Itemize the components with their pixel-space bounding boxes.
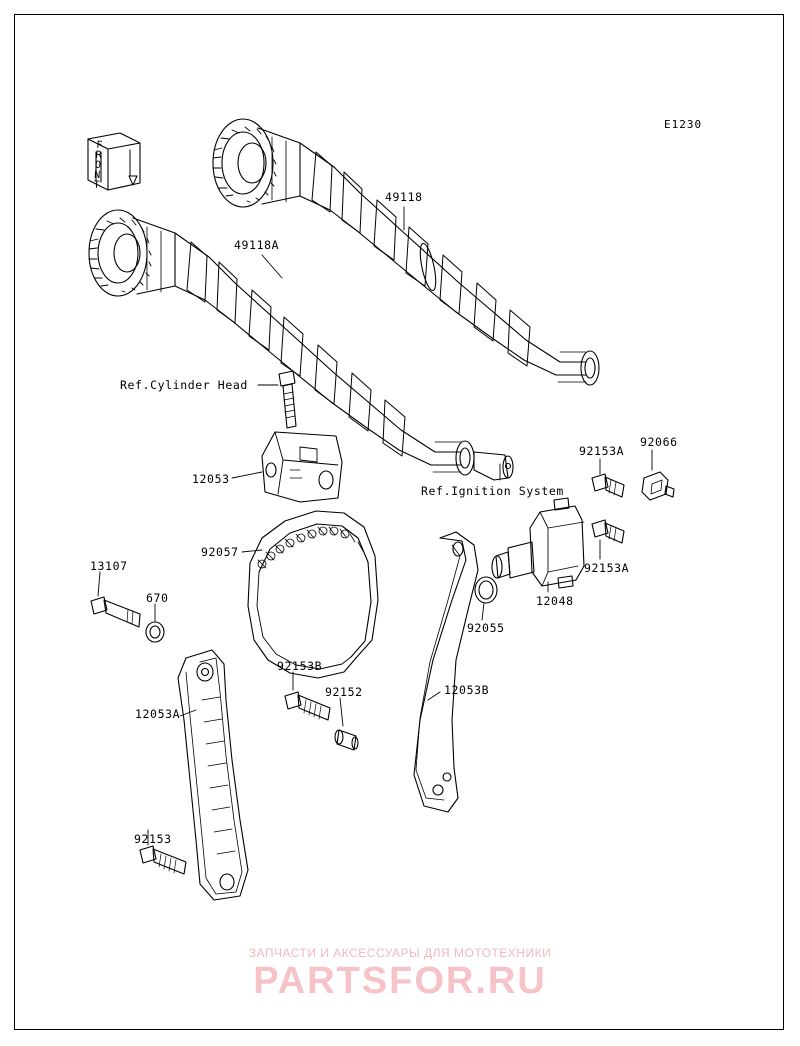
cam-chain-92057 (248, 511, 378, 678)
bolt-92153A-upper (592, 474, 624, 497)
watermark-line-2: PARTSFOR.RU (253, 960, 547, 1002)
label-ref-ignition-system: Ref.Ignition System (421, 484, 564, 498)
label-49118: 49118 (385, 190, 423, 204)
watermark-line-1: ЗАПЧАСТИ И АКСЕССУАРЫ ДЛЯ МОТОТЕХНИКИ (248, 946, 552, 960)
bolt-cylinder-head (279, 371, 296, 428)
label-12053B: 12053B (444, 683, 490, 697)
label-12053: 12053 (192, 472, 230, 486)
label-670: 670 (146, 591, 169, 605)
label-92153A-top: 92153A (579, 444, 625, 458)
o-ring-92055 (475, 577, 497, 603)
label-92066: 92066 (640, 435, 678, 449)
chain-guide-12053B (414, 532, 478, 812)
label-12053A: 12053A (135, 707, 181, 721)
camshaft-49118 (213, 119, 599, 385)
label-92153A-bottom: 92153A (584, 561, 630, 575)
label-92152: 92152 (325, 685, 363, 699)
camshaft-49118A (89, 210, 513, 480)
guide-bracket-12053 (262, 432, 342, 502)
bolt-92153 (140, 846, 186, 874)
leader-lines (98, 207, 652, 845)
label-12048: 12048 (536, 594, 574, 608)
bolt-92153B (285, 692, 330, 720)
label-92153B: 92153B (277, 659, 323, 673)
sheet-code: E1230 (664, 118, 703, 131)
o-ring-670 (146, 622, 164, 642)
front-arrow-label (90, 139, 135, 191)
label-92057: 92057 (201, 545, 239, 559)
collar-92152 (335, 730, 358, 750)
chain-tensioner-12048 (492, 498, 584, 588)
shaft-13107 (91, 597, 140, 627)
label-13107: 13107 (90, 559, 128, 573)
label-ref-cylinder-head: Ref.Cylinder Head (120, 378, 248, 392)
label-49118A: 49118A (234, 238, 280, 252)
label-92153: 92153 (134, 832, 172, 846)
chain-guide-12053A (178, 650, 248, 900)
front-arrow-text: FRONT (90, 139, 106, 191)
plug-92066 (642, 472, 674, 500)
label-92055: 92055 (467, 621, 505, 635)
bolt-92153A-lower (592, 520, 624, 543)
